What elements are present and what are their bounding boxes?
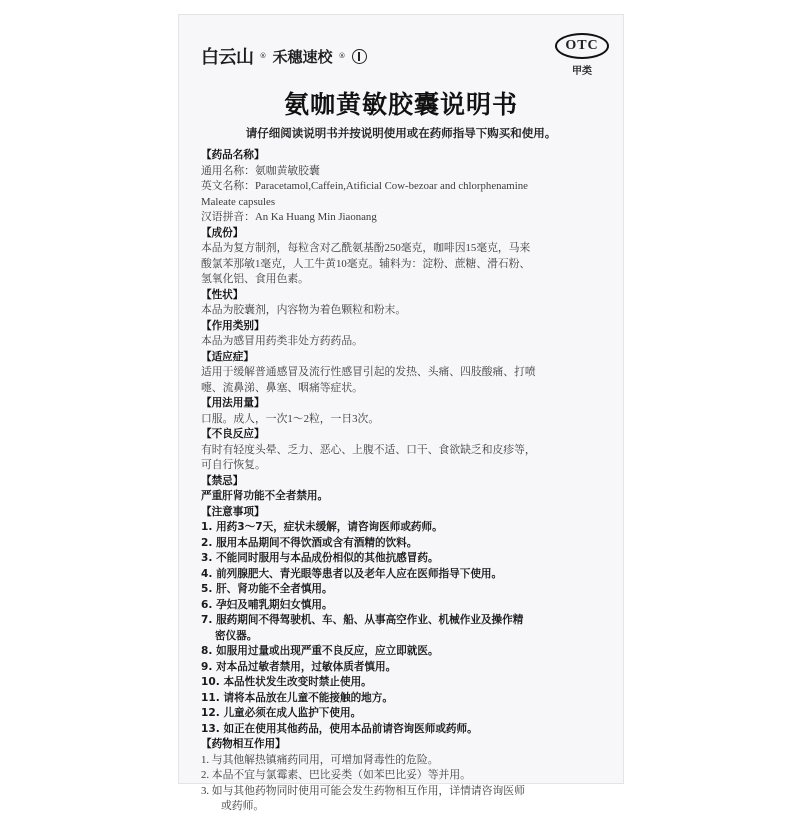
- otc-mark: [555, 33, 609, 77]
- section-adverse-reactions: [201, 427, 607, 474]
- section-heading: 【注意事项】: [201, 505, 265, 518]
- section-character: [201, 288, 607, 319]
- leaflet-page: [178, 14, 624, 812]
- section-interactions: [201, 737, 607, 815]
- brand-logo: 白云山: [201, 47, 254, 68]
- section-heading: 【适应症】: [201, 350, 254, 363]
- section-dosage: [201, 396, 607, 427]
- section-heading: 【用法用量】: [201, 397, 265, 409]
- section-line: 英文名称：Paracetamol,Caffein,Atificial Cow-bezoar and chlorphenamine: [201, 180, 528, 192]
- precaution-item: 10. 本品性状发生改变时禁止使用。: [201, 676, 372, 688]
- section-category: [201, 319, 607, 350]
- section-line: 可自行恢复。: [201, 459, 266, 471]
- interaction-item: 1. 与其他解热镇痛药同用，可增加肾毒性的危险。: [201, 753, 439, 766]
- section-line: 通用名称：氨咖黄敏胶囊: [201, 164, 320, 177]
- section-heading: 【成份】: [201, 226, 244, 239]
- section-line: 严重肝肾功能不全者禁用。: [201, 490, 329, 502]
- brand-emblem-icon: [352, 49, 367, 64]
- section-contraindications: [201, 474, 607, 505]
- otc-class-label: 甲类: [572, 66, 592, 77]
- section-heading: 【禁忌】: [201, 474, 244, 487]
- section-line: 汉语拼音：An Ka Huang Min Jiaonang: [201, 211, 377, 223]
- section-heading: 【不良反应】: [201, 428, 265, 440]
- section-line: Maleate capsules: [201, 195, 276, 208]
- precaution-item: 6. 孕妇及哺乳期妇女慎用。: [201, 598, 333, 611]
- section-heading: 【药品名称】: [201, 149, 265, 161]
- section-line: 嚏、流鼻涕、鼻塞、咽痛等症状。: [201, 381, 363, 394]
- document-title: 氨咖黄敏胶囊说明书: [283, 90, 518, 119]
- section-heading: 【性状】: [201, 288, 244, 301]
- precaution-item: 2. 服用本品期间不得饮酒或含有酒精的饮料。: [201, 536, 418, 549]
- section-line: 口服。成人，一次1～2粒，一日3次。: [201, 412, 380, 425]
- precaution-item: 11. 请将本品放在儿童不能接触的地方。: [201, 691, 393, 704]
- section-line: 本品为感冒用药类非处方药药品。: [201, 335, 363, 347]
- precaution-item-cont: 密仪器。: [215, 629, 258, 642]
- brand-header: [201, 43, 367, 69]
- section-drug-name: [201, 148, 607, 226]
- interaction-item: 2. 本品不宜与氯霉素、巴比妥类（如苯巴比妥）等并用。: [201, 769, 471, 781]
- section-indications: [201, 350, 607, 397]
- precaution-item: 8. 如服用过量或出现严重不良反应，应立即就医。: [201, 645, 439, 657]
- document-subtitle: 请仔细阅读说明书并按说明使用或在药师指导下购买和使用。: [245, 126, 557, 140]
- precaution-item: 3. 不能同时服用与本品成份相似的其他抗感冒药。: [201, 552, 439, 564]
- precaution-item: 4. 前列腺肥大、青光眼等患者以及老年人应在医师指导下使用。: [201, 567, 503, 580]
- section-precautions: [201, 505, 607, 738]
- section-ingredients: [201, 226, 607, 288]
- interaction-item: 3. 如与其他药物同时使用可能会发生药物相互作用，详情请咨询医师: [201, 784, 525, 797]
- precaution-item: 9. 对本品过敏者禁用，过敏体质者慎用。: [201, 660, 397, 673]
- interaction-item-cont: 或药师。: [221, 800, 265, 812]
- section-line: 氢氧化铝、食用色素。: [201, 273, 309, 285]
- leaflet-content: [201, 148, 607, 815]
- brand-sub-name: 禾穗速校: [272, 47, 333, 66]
- section-line: 酸氯苯那敏1毫克，人工牛黄10毫克。辅料为：淀粉、蔗糖、滑石粉、: [201, 257, 531, 270]
- registered-mark-2: ®: [338, 52, 346, 60]
- precaution-item: 7. 服药期间不得驾驶机、车、船、从事高空作业、机械作业及操作精: [201, 614, 524, 626]
- section-line: 适用于缓解普通感冒及流行性感冒引起的发热、头痛、四肢酸痛、打喷: [201, 366, 536, 378]
- precaution-item: 1. 用药3～7天，症状未缓解，请咨询医师或药师。: [201, 521, 443, 533]
- otc-badge: OTC: [555, 33, 609, 59]
- precaution-item: 13. 如正在使用其他药品，使用本品前请咨询医师或药师。: [201, 722, 478, 735]
- section-line: 本品为复方制剂，每粒含对乙酰氨基酚250毫克，咖啡因15毫克，马来: [201, 242, 531, 254]
- section-heading: 【作用类别】: [201, 319, 265, 332]
- section-heading: 【药物相互作用】: [201, 738, 286, 750]
- section-line: 本品为胶囊剂，内容物为着色颗粒和粉末。: [201, 304, 407, 316]
- precaution-item: 12. 儿童必须在成人监护下使用。: [201, 707, 362, 719]
- registered-mark: ®: [259, 52, 267, 60]
- precaution-item: 5. 肝、肾功能不全者慎用。: [201, 583, 333, 595]
- section-line: 有时有轻度头晕、乏力、恶心、上腹不适、口干、食欲缺乏和皮疹等，: [201, 443, 536, 456]
